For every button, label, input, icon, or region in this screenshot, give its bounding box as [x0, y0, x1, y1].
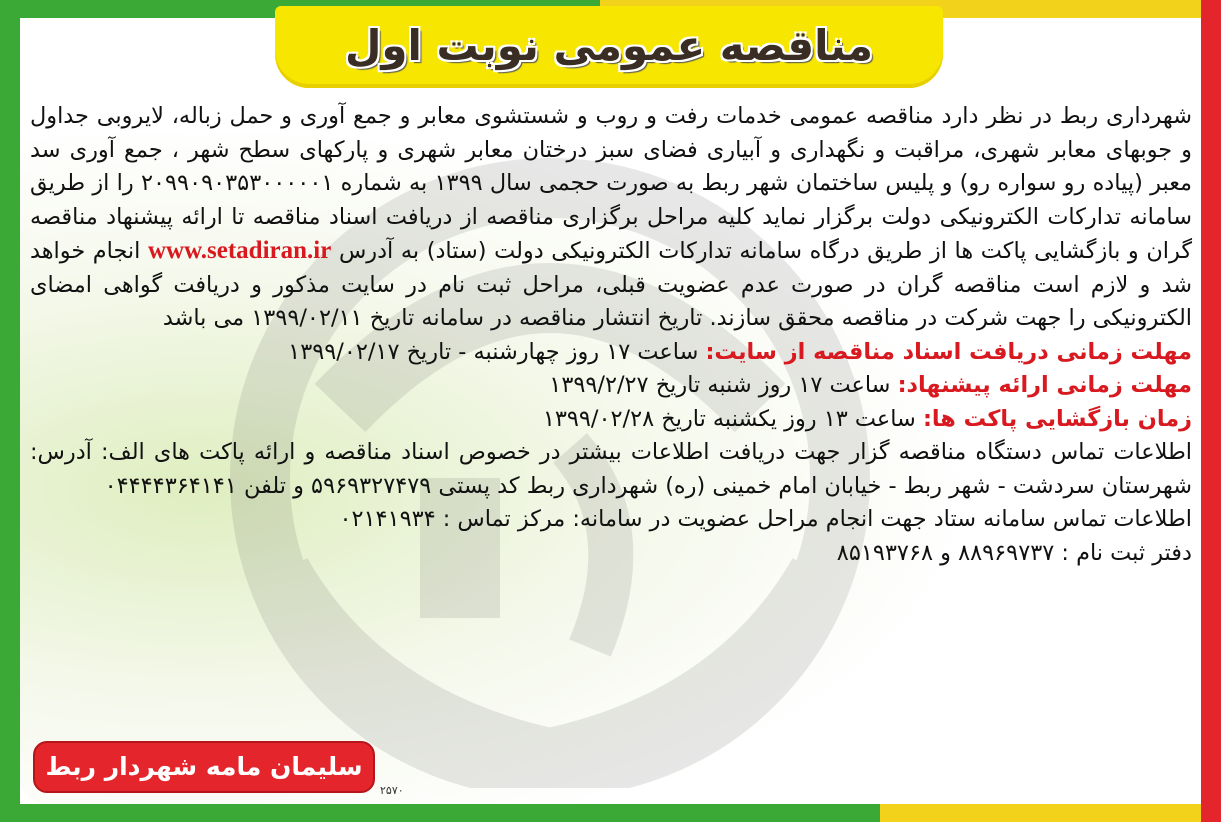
intro-text-part2: انجام خواهد شد و لازم است مناقصه گران در صورت عدم عضویت قبلی، مراحل ثبت نام در سایت مذکور و دریافت گواهی امضای الکترونیکی را جهت شرکت در مناقصه محقق سازند. تاریخ انتشار مناقصه در سامانه تاریخ ۱۳۹۹/۰۲/۱۱ می باشد	[30, 238, 1192, 331]
frame-yellow-bottom	[880, 804, 1221, 822]
deadline-label: زمان بازگشایی پاکت ها:	[922, 405, 1192, 432]
page-title: مناقصه عمومی نوبت اول	[344, 21, 874, 70]
deadline-row	[30, 336, 1192, 370]
announcement-body	[30, 100, 1192, 570]
setad-contact-paragraph: اطلاعات تماس سامانه ستاد جهت انجام مراحل عضویت در سامانه: مرکز تماس : ۰۲۱۴۱۹۳۴	[339, 506, 1192, 532]
deadline-row	[30, 369, 1192, 403]
frame-red-right	[1201, 0, 1221, 822]
contact-paragraph: اطلاعات تماس دستگاه مناقصه گزار جهت دریافت اطلاعات بیشتر در خصوص اسناد مناقصه و ارائه پاکت های الف: آدرس: شهرستان سردشت - شهر ربط - خیابان امام خمینی (ره) شهرداری ربط کد پستی ۵۹۶۹۳۲۷۴۷۹ و تلفن ۰۴۴۴۴۳۶۴۱۴۱	[30, 439, 1192, 499]
deadline-label: مهلت زمانی ارائه پیشنهاد:	[897, 372, 1192, 398]
deadline-value: ساعت ۱۷ روز شنبه تاریخ ۱۳۹۹/۲/۲۷	[549, 372, 891, 398]
deadline-value: ساعت ۱۷ روز چهارشنبه - تاریخ ۱۳۹۹/۰۲/۱۷	[288, 338, 699, 365]
intro-text-part1: شهرداری ربط در نظر دارد مناقصه عمومی خدمات رفت و روب و شستشوی معابر و جمع آوری و حمل زباله، لایروبی جداول و جوبهای معابر شهری، مراقبت و نگهداری و آبیاری فضای سبز درختان معابر شهری و پارکهای سطح شهر ، جمع آوری سد معبر (پیاده رو سواره رو) و پلیس ساختمان شهر ربط به صورت حجمی سال ۱۳۹۹ به شماره ۲۰۹۹۰۹۰۳۵۳۰۰۰۰۰۱ را از طریق سامانه تدارکات الکترونیکی دولت برگزار نماید کلیه مراحل برگزاری مناقصه از دریافت اسناد مناقصه تا ارائه پیشنهاد مناقصه گران و بازگشایی پاکت ها از طریق درگاه سامانه تدارکات الکترونیکی دولت (ستاد) به آدرس	[30, 103, 1193, 264]
deadline-value: ساعت ۱۳ روز یکشنبه تاریخ ۱۳۹۹/۰۲/۲۸	[542, 405, 916, 432]
frame-green-left	[0, 0, 20, 822]
website-url: www.setadiran.ir	[148, 237, 332, 264]
frame-green-bottom	[0, 804, 880, 822]
deadline-label: مهلت زمانی دریافت اسناد مناقصه از سایت:	[705, 338, 1192, 365]
ad-code: ۲۵۷۰	[380, 784, 404, 797]
deadline-row	[30, 403, 1192, 437]
registration-office-paragraph: دفتر ثبت نام : ۸۸۹۶۹۷۳۷ و ۸۵۱۹۳۷۶۸	[836, 539, 1192, 566]
intro-paragraph	[30, 100, 1192, 336]
signature-text: سلیمان مامه شهردار ربط	[45, 752, 363, 781]
